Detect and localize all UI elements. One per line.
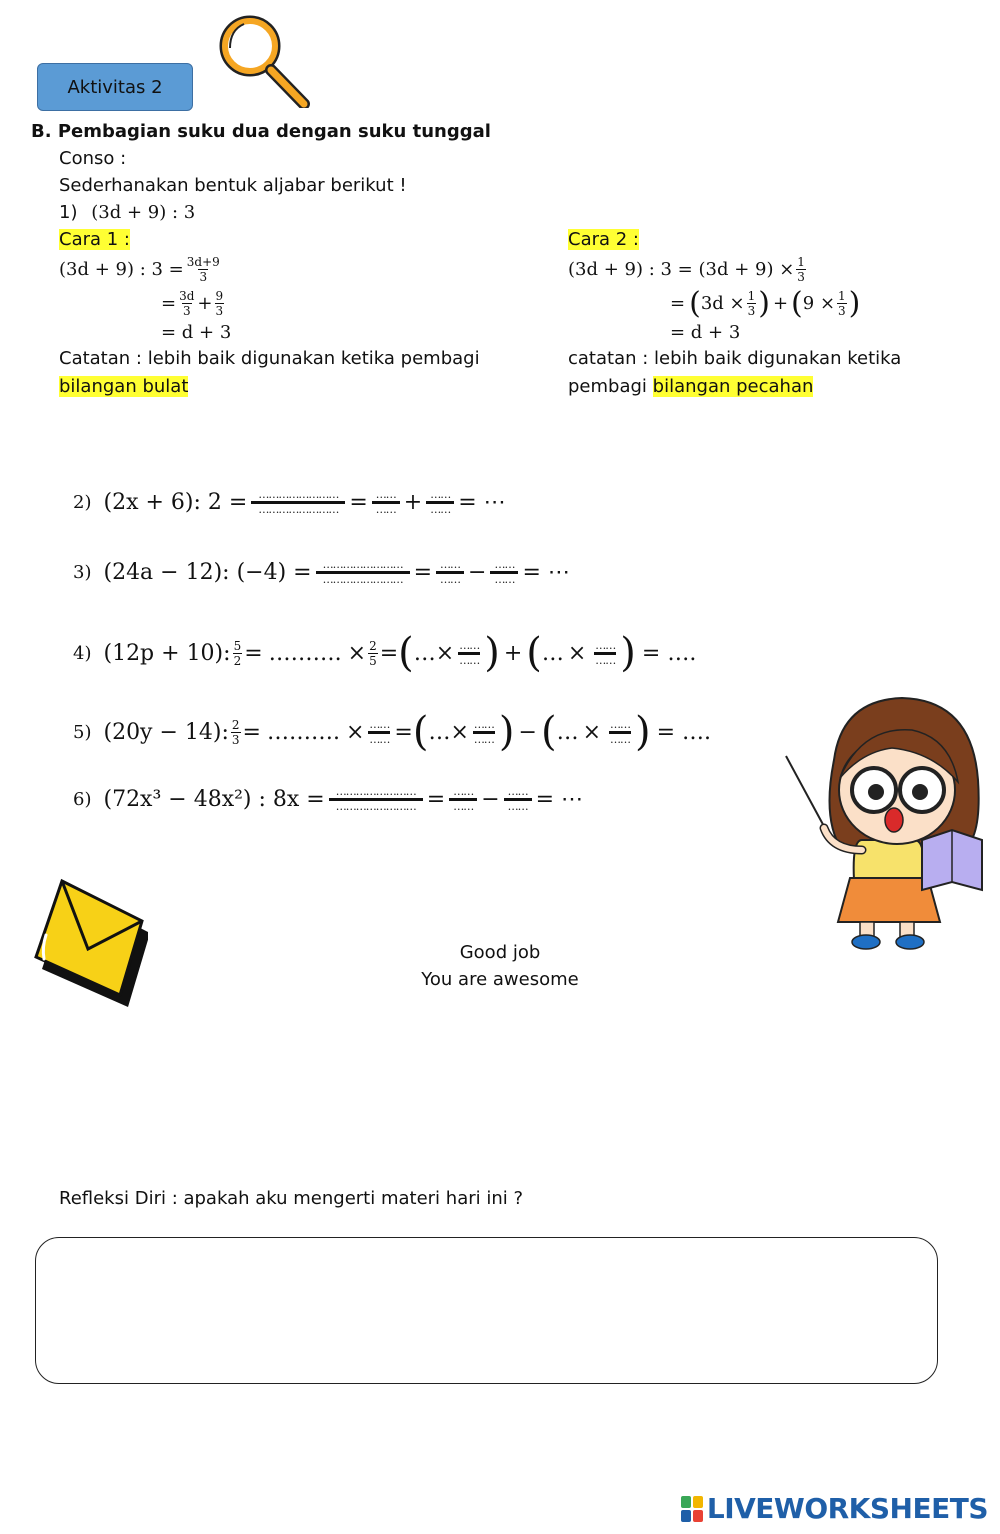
answer-blank[interactable]: … (541, 640, 564, 666)
exercise-4: 4) (12p + 10): $\frac{5}{2}$ = ………. × $\frac{2}{5}$ = ( … × …… …… ) + ( … × …… …… ) = …. (73, 630, 697, 676)
instruction-text: Sederhanakan bentuk aljabar berikut ! (59, 175, 407, 196)
cara1-line3: = d + 3 (161, 322, 232, 343)
teacher-illustration (782, 690, 992, 952)
magnifier-icon (216, 6, 312, 108)
liveworksheets-logo: LIVEWORKSHEETS (681, 1492, 988, 1525)
answer-blank[interactable]: …… …… (436, 561, 464, 584)
reflection-answer-box[interactable] (35, 1237, 938, 1384)
cara2-note: catatan : lebih baik digunakan ketika (568, 348, 902, 369)
answer-blank[interactable]: … (413, 640, 436, 666)
answer-blank[interactable]: … (556, 719, 579, 745)
answer-blank[interactable]: …… …… (504, 788, 532, 811)
answer-blank[interactable]: …… …… (459, 638, 480, 667)
answer-blank[interactable]: ………. (266, 719, 340, 745)
cara2-title: Cara 2 : (568, 229, 639, 250)
cara1-line2: = $\frac{3d}{3}$ + $\frac{9}{3}$ (161, 289, 224, 318)
example-expression: (3d + 9) : 3 (91, 202, 196, 223)
cara2-note-line2: pembagi bilangan pecahan (568, 376, 814, 397)
cara1-note: Catatan : lebih baik digunakan ketika pembagi (59, 348, 480, 369)
cara1-note-highlight: bilangan bulat (59, 376, 189, 397)
example-label: Conso : (59, 148, 127, 169)
answer-blank[interactable]: …………………… …………………… (316, 561, 410, 584)
answer-blank[interactable]: …… …… (369, 717, 390, 746)
exercise-6: 6) (72x³ − 48x²) : 8x = …………………… …………………… = …… …… − …… …… = ⋯ (73, 785, 584, 813)
reflection-prompt: Refleksi Diri : apakah aku mengerti materi hari ini ? (59, 1188, 524, 1209)
answer-blank[interactable]: … (428, 719, 451, 745)
answer-blank[interactable]: …… …… (490, 561, 518, 584)
exercise-3: 3) (24a − 12): (−4) = …………………… …………………… = …… …… − …… …… = ⋯ (73, 558, 570, 586)
exercise-2: 2) (2x + 6): 2 = …………………… …………………… = …… …… + …… …… = ⋯ (73, 488, 506, 516)
cara2-line3: = d + 3 (670, 322, 741, 343)
example-1 (59, 201, 195, 225)
answer-blank[interactable]: …… …… (449, 788, 477, 811)
answer-blank[interactable]: …… …… (610, 717, 630, 746)
cara2-line1: (3d + 9) : 3 = (3d + 9) × $\frac{1}{3}$ (568, 255, 805, 284)
cara2-line2: = ( 3d × $\frac{1}{3}$ ) + ( 9 × $\frac{1}{3}$ ) (670, 285, 861, 321)
praise-line2: You are awesome (421, 969, 579, 990)
exercise-5: 5) (20y − 14): $\frac{2}{3}$ = ………. × …… …… = ( … × …… …… ) − ( … × …… …… ) = …. (73, 709, 712, 755)
answer-blank[interactable]: …………………… …………………… (329, 788, 423, 811)
answer-blank[interactable]: …… …… (595, 638, 616, 667)
liveworksheets-icon (681, 1496, 703, 1522)
answer-blank[interactable]: …… …… (426, 491, 454, 514)
answer-blank[interactable]: …………………… …………………… (251, 491, 345, 514)
section-title: B. Pembagian suku dua dengan suku tunggal (31, 121, 491, 142)
cara1-title: Cara 1 : (59, 229, 130, 250)
cara1-line1: (3d + 9) : 3 = $\frac{3d+9}{3}$ (59, 255, 220, 284)
activity-badge: Aktivitas 2 (37, 63, 193, 111)
praise-line1: Good job (459, 942, 541, 963)
answer-blank[interactable]: …… …… (473, 717, 494, 746)
answer-blank[interactable]: ………. (268, 640, 342, 666)
answer-blank[interactable]: …… …… (372, 491, 400, 514)
example-number: 1) (59, 202, 78, 223)
